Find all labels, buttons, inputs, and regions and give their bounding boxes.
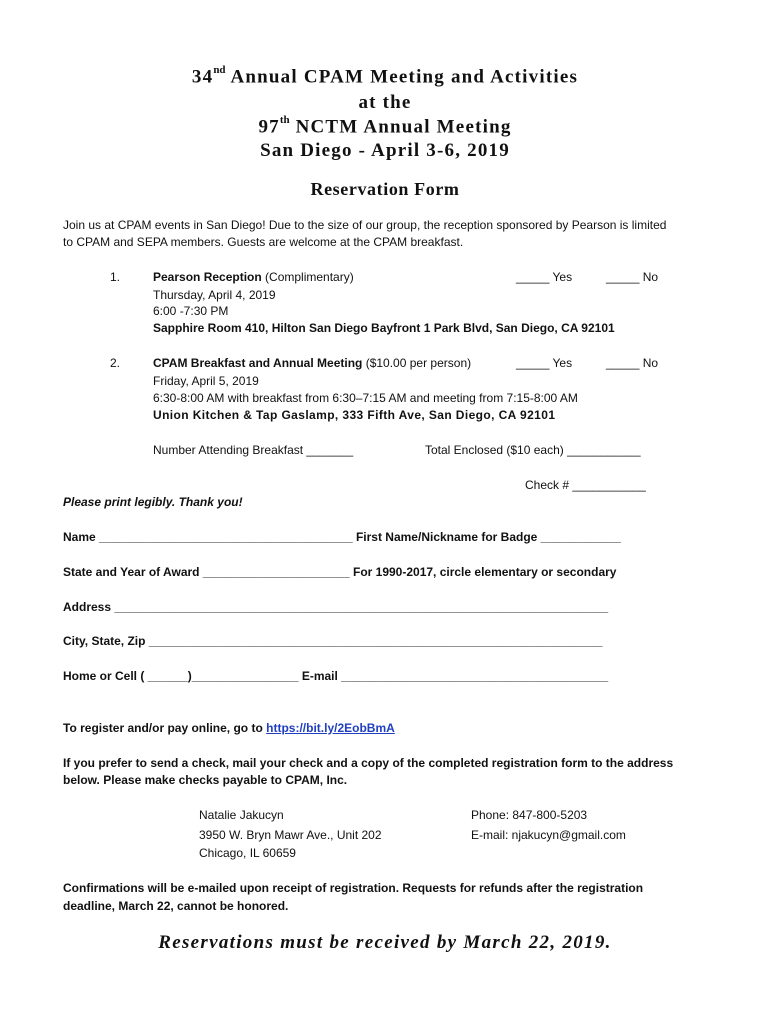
event-1-number: 1. xyxy=(110,270,121,284)
event-2-title: CPAM Breakfast and Annual Meeting ($10.00 per person) xyxy=(153,356,472,370)
number-attending-field[interactable]: Number Attending Breakfast _______ xyxy=(153,443,354,457)
event-1-time: 6:00 -7:30 PM xyxy=(153,304,229,318)
contact-name: Natalie Jakucyn xyxy=(199,808,284,822)
event-1-date: Thursday, April 4, 2019 xyxy=(153,288,276,302)
print-legibly-note: Please print legibly. Thank you! xyxy=(63,495,243,509)
total-enclosed-field[interactable]: Total Enclosed ($10 each) ___________ xyxy=(425,443,641,457)
address-field[interactable]: Address __________________________________________________________________________ xyxy=(63,600,609,614)
event-1-title: Pearson Reception (Complimentary) xyxy=(153,270,354,284)
event-2-no[interactable]: _____ No xyxy=(606,356,659,370)
confirmation-line-2: deadline, March 22, cannot be honored. xyxy=(63,899,289,913)
contact-street: 3950 W. Bryn Mawr Ave., Unit 202 xyxy=(199,828,382,842)
city-state-zip-field[interactable]: City, State, Zip ____________________________________________________________________ xyxy=(63,634,603,648)
check-instructions-line-2: below. Please make checks payable to CPAM, Inc. xyxy=(63,773,348,787)
phone-email-field[interactable]: Home or Cell ( ______)________________ E-mail ________________________________________ xyxy=(63,669,609,683)
event-2-location: Union Kitchen & Tap Gaslamp, 333 Fifth Ave, San Diego, CA 92101 xyxy=(153,408,556,422)
register-link[interactable]: https://bit.ly/2EobBmA xyxy=(266,721,395,735)
event-2-time: 6:30-8:00 AM with breakfast from 6:30–7:15 AM and meeting from 7:15-8:00 AM xyxy=(153,391,578,405)
intro-line-1: Join us at CPAM events in San Diego! Due to the size of our group, the reception sponsored by Pearson is limited xyxy=(63,218,667,232)
title-line-3: 97th NCTM Annual Meeting xyxy=(258,114,512,138)
event-1-location: Sapphire Room 410, Hilton San Diego Bayfront 1 Park Blvd, San Diego, CA 92101 xyxy=(153,321,615,335)
title-line-2: at the xyxy=(358,92,412,113)
event-1-yes[interactable]: _____ Yes xyxy=(516,270,573,284)
intro-line-2: to CPAM and SEPA members. Guests are welcome at the CPAM breakfast. xyxy=(63,235,464,249)
event-2-date: Friday, April 5, 2019 xyxy=(153,374,259,388)
award-field[interactable]: State and Year of Award ______________________ For 1990-2017, circle elementary or secondary xyxy=(63,565,617,579)
reservation-deadline: Reservations must be received by March 22, 2019. xyxy=(158,932,612,953)
event-2-number: 2. xyxy=(110,356,121,370)
contact-phone: Phone: 847-800-5203 xyxy=(471,808,588,822)
form-title: Reservation Form xyxy=(310,179,460,199)
title-line-1: 34nd Annual CPAM Meeting and Activities xyxy=(191,64,579,88)
contact-email: E-mail: njakucyn@gmail.com xyxy=(471,828,626,842)
event-1-no[interactable]: _____ No xyxy=(606,270,659,284)
register-online-line: To register and/or pay online, go to https://bit.ly/2EobBmA xyxy=(63,721,395,735)
check-number-field[interactable]: Check # ___________ xyxy=(525,478,646,492)
contact-city: Chicago, IL 60659 xyxy=(199,846,296,860)
event-2-yes[interactable]: _____ Yes xyxy=(516,356,573,370)
check-instructions-line-1: If you prefer to send a check, mail your check and a copy of the completed registration form to the address xyxy=(63,756,674,770)
title-line-4: San Diego - April 3-6, 2019 xyxy=(260,140,510,161)
confirmation-line-1: Confirmations will be e-mailed upon receipt of registration. Requests for refunds after the registration xyxy=(63,881,644,895)
name-badge-field[interactable]: Name ______________________________________ First Name/Nickname for Badge ____________ xyxy=(63,530,621,544)
